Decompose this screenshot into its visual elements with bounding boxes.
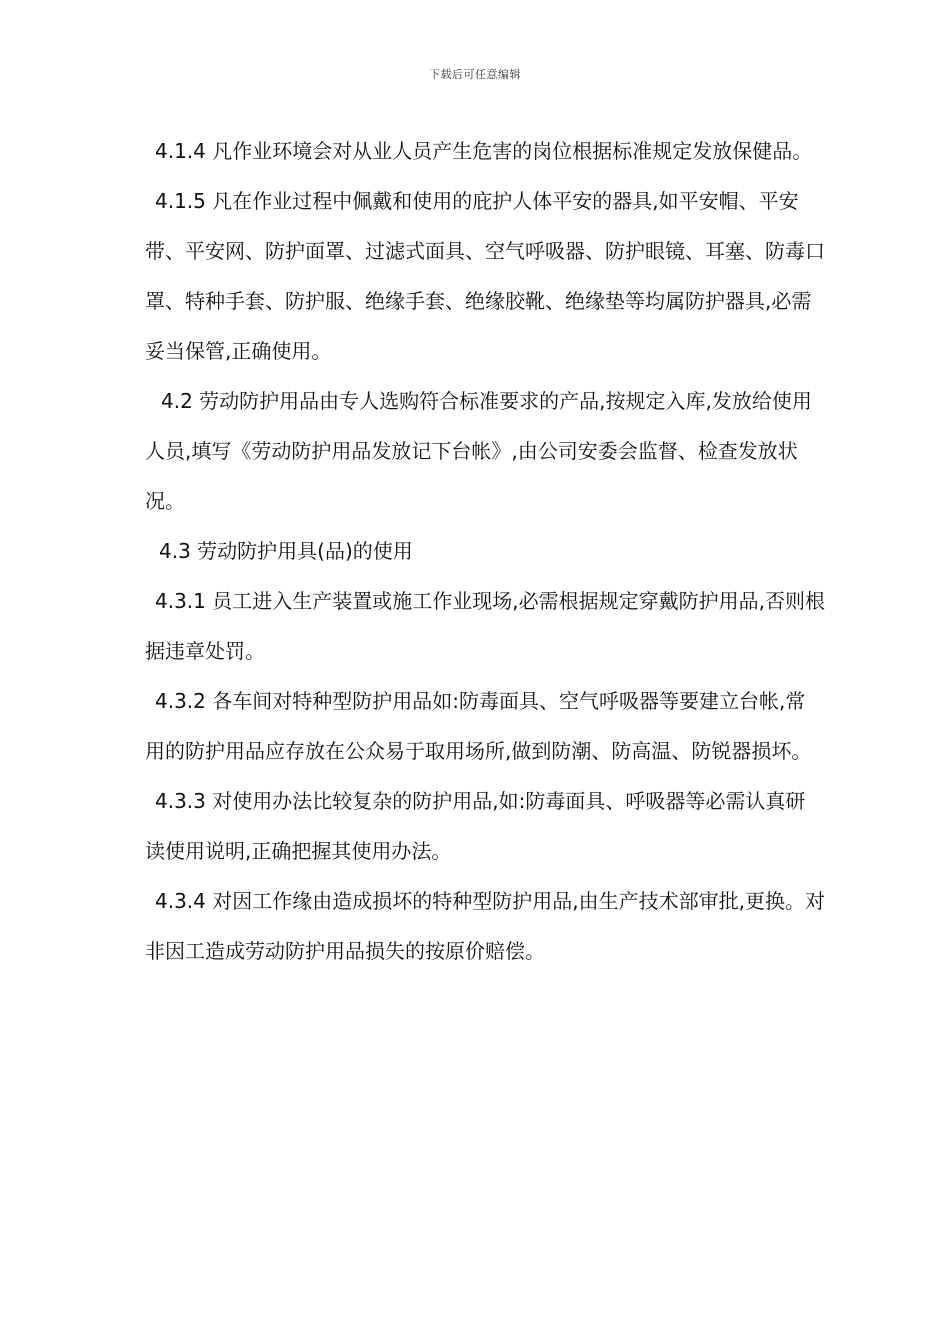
paragraph-4-1-5: 4.1.5 凡在作业过程中佩戴和使用的庇护人体平安的器具,如平安帽、平安带、平安网、防护面罩、过滤式面具、空气呼吸器、防护眼镜、耳塞、防毒口罩、特种手套、防护服、绝缘手套、绝缘胶靴、绝缘垫等均属防护器具,必需妥当保管,正确使用。 [145,189,825,363]
page-header-note: 下载后可任意编辑 [429,68,521,81]
paragraph-4-2: 4.2 劳动防护用品由专人选购符合标准要求的产品,按规定入库,发放给使用人员,填写《劳动防护用品发放记下台帐》,由公司安委会监督、检查发放状况。 [145,389,812,513]
paragraph-4-3-4: 4.3.4 对因工作缘由造成损坏的特种型防护用品,由生产技术部审批,更换。对非因工造成劳动防护用品损失的按原价赔偿。 [145,889,825,963]
paragraph-4-3-1: 4.3.1 员工进入生产装置或施工作业现场,必需根据规定穿戴防护用品,否则根据违章处罚。 [145,589,825,663]
paragraph-4-1-4: 4.1.4 凡作业环境会对从业人员产生危害的岗位根据标准规定发放保健品。 [155,139,813,163]
paragraph-4-3-3: 4.3.3 对使用办法比较复杂的防护用品,如:防毒面具、呼吸器等必需认真研读使用说明,正确把握其使用办法。 [145,789,806,863]
document-body [145,126,825,976]
paragraph-4-3-2: 4.3.2 各车间对特种型防护用品如:防毒面具、空气呼吸器等要建立台帐,常用的防护用品应存放在公众易于取用场所,做到防潮、防高温、防锐器损坏。 [145,689,812,763]
paragraph-4-3: 4.3 劳动防护用具(品)的使用 [159,539,413,563]
